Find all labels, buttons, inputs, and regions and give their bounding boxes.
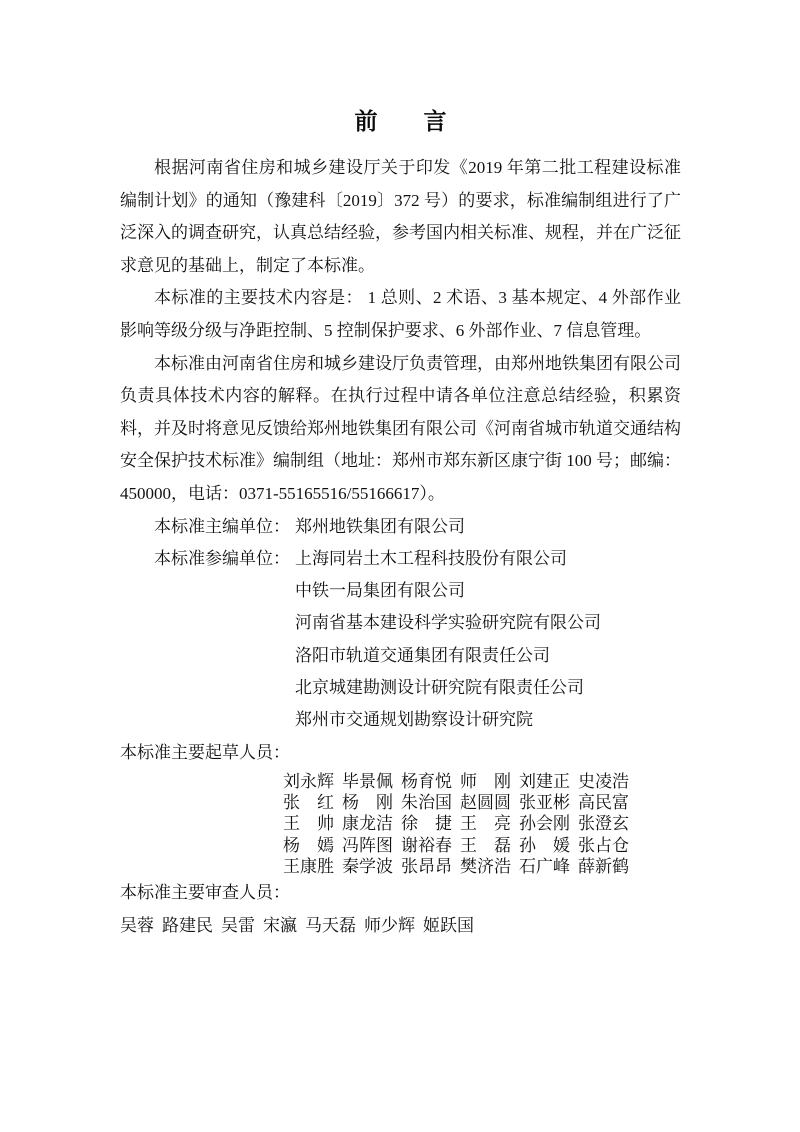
participating-row bbox=[120, 543, 681, 575]
reviewers-name-row: 吴蓉 路建民 吴雷 宋瀛 马天磊 师少辉 姬跃国 bbox=[120, 916, 474, 936]
chief-editor-unit: 郑州地铁集团有限公司 bbox=[295, 516, 465, 536]
participating-label: 本标准参编单位： bbox=[154, 548, 290, 568]
drafters-name-row: 王康胜 秦学波 张昂昂 樊济浩 石广峰 薛新鹤 bbox=[283, 856, 629, 876]
page-title: 前 言 bbox=[354, 108, 447, 134]
chief-editor-row bbox=[120, 511, 681, 543]
paragraph-basis: 根据河南省住房和城乡建设厅关于印发《2019 年第二批工程建设标准编制计划》的通知（豫建科〔2019〕372 号）的要求，标准编制组进行了广泛深入的调查研究，认真总结经验，参考国内相关标准、规程，并在广泛征求意见的基础上，制定了本标准。 bbox=[120, 158, 681, 275]
participating-unit: 洛阳市轨道交通集团有限责任公司 bbox=[295, 645, 550, 665]
participating-unit: 郑州市交通规划勘察设计研究院 bbox=[295, 710, 533, 730]
participating-row bbox=[120, 607, 681, 639]
participating-row bbox=[120, 704, 681, 736]
participating-row bbox=[120, 575, 681, 607]
participating-row bbox=[120, 640, 681, 672]
participating-unit: 北京城建勘测设计研究院有限责任公司 bbox=[295, 678, 584, 698]
drafters-name-row: 杨 嫣 冯阵图 谢裕春 王 磊 孙 媛 张占仓 bbox=[283, 835, 629, 855]
participating-row bbox=[120, 672, 681, 704]
drafters-label: 本标准主要起草人员： bbox=[120, 742, 290, 762]
paragraph-management: 本标准由河南省住房和城乡建设厅负责管理，由郑州地铁集团有限公司负责具体技术内容的解释。在执行过程中请各单位注意总结经验，积累资料，并及时将意见反馈给郑州地铁集团有限公司《河南省城市轨道交通结构安全保护技术标准》编制组（地址：郑州市郑东新区康宁街 100 号；邮编：450000，电话：0371-55165516/55166617）。 bbox=[120, 353, 681, 503]
participating-unit: 河南省基本建设科学实验研究院有限公司 bbox=[295, 613, 601, 633]
drafters-names-block bbox=[120, 771, 681, 877]
drafters-name-row: 王 帅 康龙洁 徐 捷 王 亮 孙会刚 张澄玄 bbox=[283, 814, 629, 834]
reviewers-label: 本标准主要审查人员： bbox=[120, 882, 290, 902]
chief-editor-label: 本标准主编单位： bbox=[154, 516, 290, 536]
participating-unit: 中铁一局集团有限公司 bbox=[295, 581, 465, 601]
drafters-name-row: 刘永辉 毕景佩 杨育悦 师 刚 刘建正 史凌浩 bbox=[283, 771, 629, 791]
drafters-name-row: 张 红 杨 刚 朱治国 赵圆圆 张亚彬 高民富 bbox=[283, 793, 629, 813]
participating-unit: 上海同岩土木工程科技股份有限公司 bbox=[295, 548, 567, 568]
paragraph-contents: 本标准的主要技术内容是： 1 总则、2 术语、3 基本规定、4 外部作业影响等级分级与净距控制、5 控制保护要求、6 外部作业、7 信息管理。 bbox=[120, 288, 681, 340]
